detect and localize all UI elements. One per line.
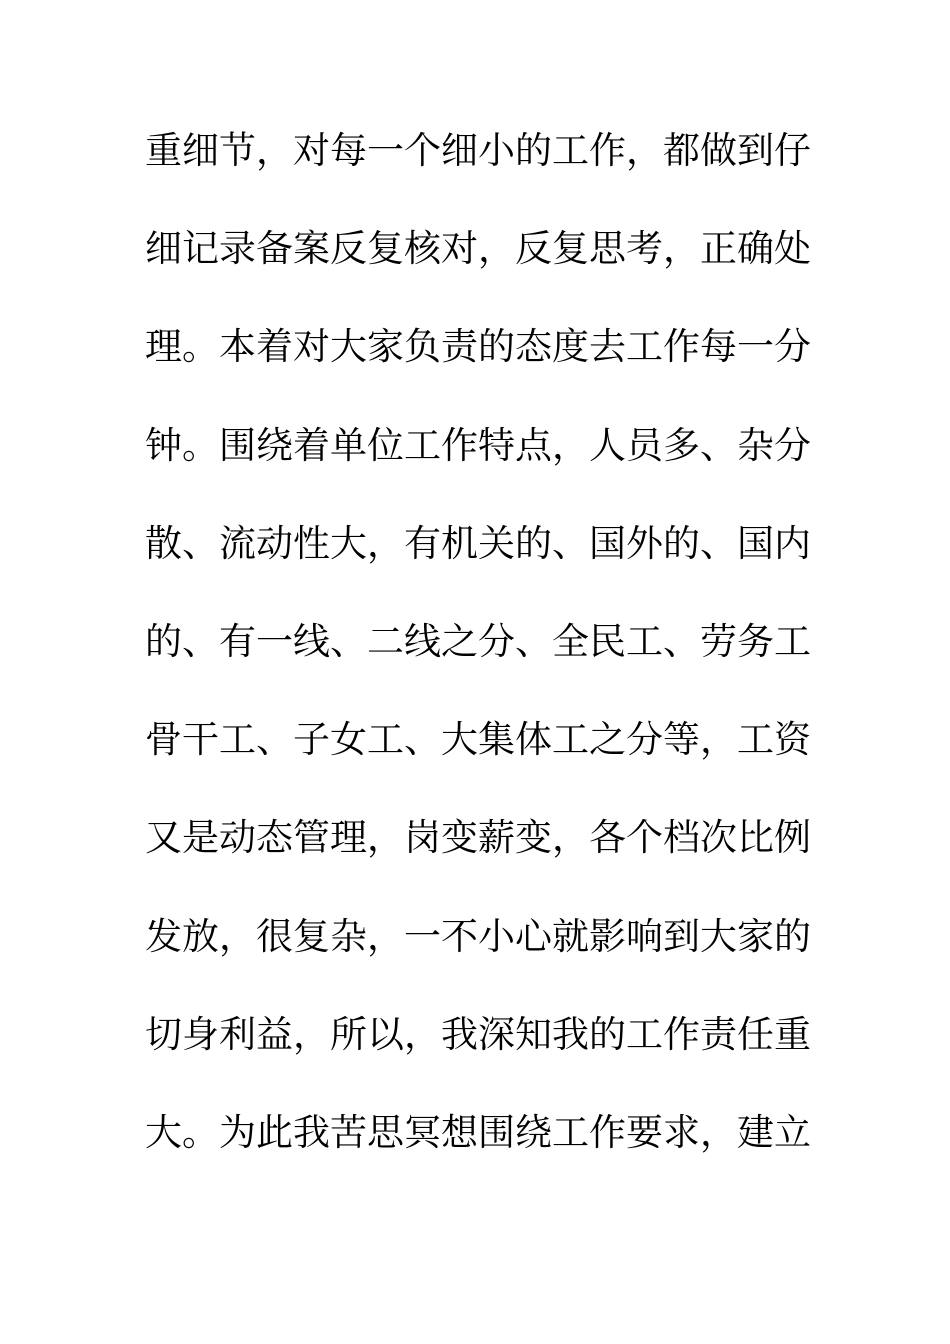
body-text — [145, 121, 815, 1201]
text-line-7: 骨干工、子女工、大集体工之分等，工资 — [145, 718, 811, 762]
text-line-6: 的、有一线、二线之分、全民工、劳务工 — [145, 619, 811, 663]
text-line-8: 又是动态管理，岗变薪变，各个档次比例 — [145, 816, 811, 860]
text-line-10: 切身利益，所以，我深知我的工作责任重 — [145, 1012, 811, 1056]
text-line-2: 细记录备案反复核对，反复思考，正确处 — [145, 227, 811, 271]
text-line-3: 理。本着对大家负责的态度去工作每一分 — [145, 325, 811, 369]
text-line-9: 发放，很复杂，一不小心就影响到大家的 — [145, 914, 811, 958]
text-line-11: 大。为此我苦思冥想围绕工作要求，建立 — [145, 1110, 811, 1154]
text-line-1: 重细节，对每一个细小的工作，都做到仔 — [145, 129, 811, 172]
text-line-4: 钟。围绕着单位工作特点，人员多、杂分 — [145, 423, 811, 467]
text-line-5: 散、流动性大，有机关的、国外的、国内 — [145, 521, 811, 565]
